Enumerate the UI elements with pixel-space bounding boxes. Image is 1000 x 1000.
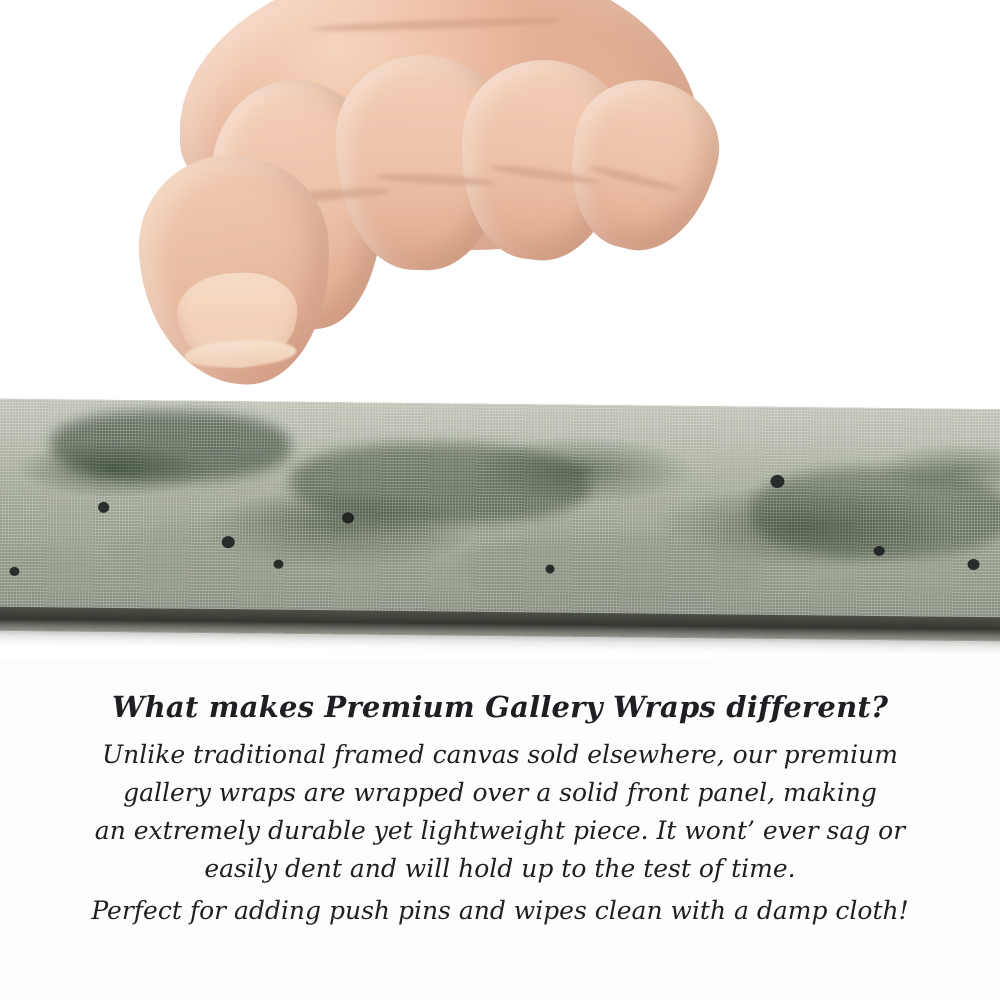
canvas-weave-texture — [0, 399, 1000, 642]
canvas-speck — [273, 560, 283, 569]
caption-heading: What makes Premium Gallery Wraps different? — [111, 690, 889, 724]
caption-line: easily dent and will hold up to the test of time. — [204, 854, 796, 883]
hand-illustration — [120, 0, 740, 430]
caption-line: Unlike traditional framed canvas sold elsewhere, our premium — [102, 740, 898, 769]
caption-block — [0, 690, 1000, 930]
canvas-speck — [968, 559, 980, 570]
canvas-wrap-edge — [0, 399, 1000, 642]
caption-closing-line: Perfect for adding push pins and wipes clean with a damp cloth! — [91, 896, 909, 925]
canvas-speck — [874, 546, 885, 556]
caption-line: gallery wraps are wrapped over a solid front panel, making — [123, 778, 877, 807]
caption-line: an extremely durable yet lightweight piece. It wont’ ever sag or — [94, 816, 906, 845]
canvas-speck — [98, 502, 109, 513]
canvas-speck — [770, 475, 784, 488]
canvas-speck — [342, 512, 354, 523]
canvas-speck — [545, 564, 554, 573]
canvas-speck — [9, 567, 19, 576]
canvas-speck — [222, 536, 235, 548]
